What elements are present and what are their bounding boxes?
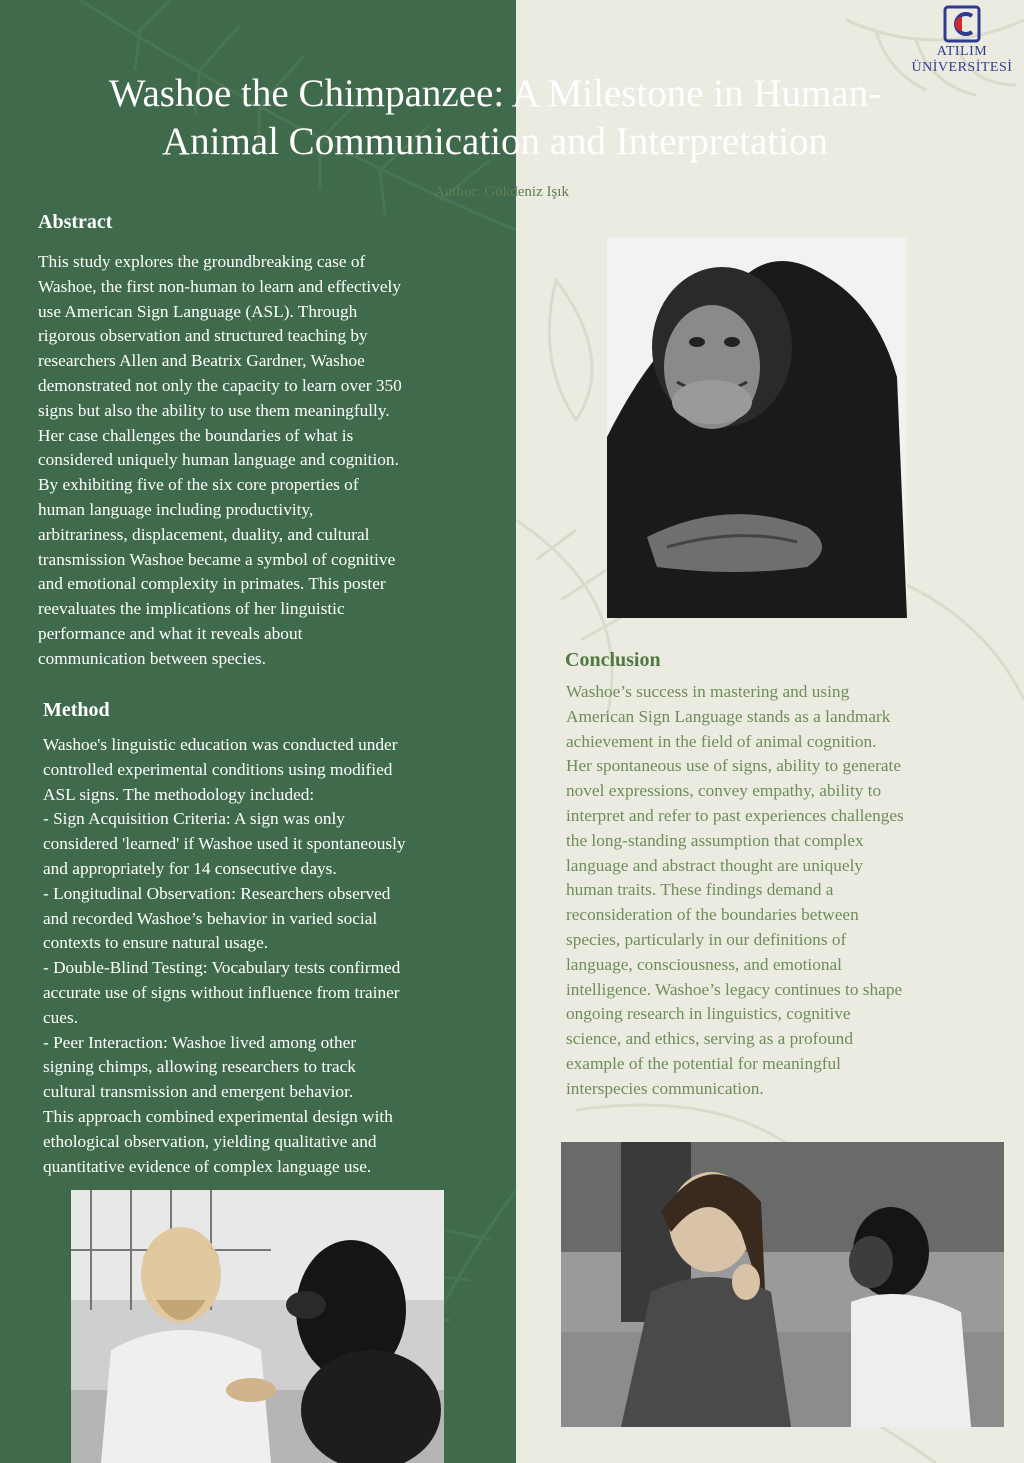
conclusion-line: language and abstract thought are uniquely bbox=[566, 855, 864, 875]
method-line: ASL signs. The methodology included: bbox=[43, 784, 315, 804]
abstract-line: considered uniquely human language and cognition. bbox=[38, 450, 399, 470]
woman-and-chimp-signing-icon bbox=[561, 1142, 1004, 1427]
method-line: - Longitudinal Observation: Researchers observed bbox=[43, 883, 391, 903]
method-line: This approach combined experimental design with bbox=[43, 1106, 393, 1126]
conclusion-line: species, particularly in our definitions of bbox=[566, 929, 847, 949]
conclusion-line: reconsideration of the boundaries between bbox=[566, 905, 859, 925]
abstract-line: arbitrariness, displacement, duality, and cultural bbox=[38, 524, 370, 544]
conclusion-line: intelligence. Washoe’s legacy continues to shape bbox=[566, 979, 903, 999]
method-line: quantitative evidence of complex language use. bbox=[43, 1156, 372, 1176]
abstract-line: Her case challenges the boundaries of what is bbox=[38, 425, 354, 445]
abstract-line: demonstrated not only the capacity to learn over 350 bbox=[38, 375, 402, 395]
abstract-line: performance and what it reveals about bbox=[38, 623, 303, 643]
title-line-1: Washoe the Chimpanzee: A Milestone in Human- bbox=[108, 72, 882, 115]
conclusion-line: human traits. These findings demand a bbox=[566, 880, 834, 900]
man-and-chimp-signing-icon bbox=[71, 1190, 444, 1463]
abstract-line: and emotional complexity in primates. This poster bbox=[38, 574, 386, 594]
conclusion-line: achievement in the field of animal cognition. bbox=[566, 731, 877, 751]
abstract-body bbox=[38, 250, 508, 672]
method-line: ethological observation, yielding qualitative and bbox=[43, 1131, 377, 1151]
conclusion-line: interpret and refer to past experiences challenges bbox=[566, 805, 904, 825]
logo-text-line1: ATILIM bbox=[936, 44, 988, 59]
abstract-line: communication between species. bbox=[38, 648, 266, 668]
method-line: cultural transmission and emergent behavior. bbox=[43, 1082, 354, 1102]
conclusion-line: Washoe’s success in mastering and using bbox=[566, 682, 850, 701]
conclusion-line: example of the potential for meaningful bbox=[566, 1053, 841, 1073]
method-line: - Double-Blind Testing: Vocabulary tests confirmed bbox=[43, 958, 401, 978]
conclusion-line: interspecies communication. bbox=[566, 1078, 764, 1098]
method-line: - Sign Acquisition Criteria: A sign was only bbox=[43, 809, 345, 829]
abstract-line: rigorous observation and structured teaching by bbox=[38, 326, 368, 346]
conclusion-heading: Conclusion bbox=[565, 649, 661, 671]
method-line: Washoe's linguistic education was conducted under bbox=[43, 735, 398, 754]
method-line: controlled experimental conditions using modified bbox=[43, 759, 393, 779]
method-line: and recorded Washoe’s behavior in varied social bbox=[43, 908, 378, 928]
method-line: considered 'learned' if Washoe used it spontaneously bbox=[43, 834, 406, 854]
conclusion-line: American Sign Language stands as a landmark bbox=[566, 706, 891, 726]
abstract-heading: Abstract bbox=[38, 211, 113, 233]
conclusion-line: science, and ethics, serving as a profound bbox=[566, 1029, 853, 1049]
abstract-line: researchers Allen and Beatrix Gardner, Washoe bbox=[38, 351, 365, 371]
conclusion-line: ongoing research in linguistics, cognitive bbox=[566, 1004, 851, 1024]
abstract-line: Washoe, the first non-human to learn and effectively bbox=[38, 276, 401, 296]
abstract-line: use American Sign Language (ASL). Through bbox=[38, 301, 358, 321]
chimpanzee-portrait-icon bbox=[607, 237, 907, 618]
method-line: accurate use of signs without influence from trainer bbox=[43, 982, 400, 1002]
chimpanzee-portrait-photo bbox=[607, 237, 907, 618]
author-line: Author: Gökdeniz Işık bbox=[434, 184, 569, 200]
logo-text-line2: ÜNİVERSİTESİ bbox=[911, 60, 1013, 75]
woman-signing-with-chimp-photo bbox=[561, 1142, 1004, 1427]
abstract-line: transmission Washoe became a symbol of cognitive bbox=[38, 549, 396, 569]
conclusion-line: Her spontaneous use of signs, ability to generate bbox=[566, 756, 901, 776]
title-line-2: Animal Communication and Interpretation bbox=[161, 120, 829, 163]
abstract-line: signs but also the ability to use them meaningfully. bbox=[38, 400, 390, 420]
method-line: signing chimps, allowing researchers to track bbox=[43, 1057, 356, 1077]
poster-title bbox=[0, 70, 990, 166]
method-line: contexts to ensure natural usage. bbox=[43, 933, 269, 953]
conclusion-line: the long-standing assumption that complex bbox=[566, 830, 864, 850]
researcher-with-chimp-photo bbox=[71, 1190, 444, 1463]
abstract-line: human language including productivity, bbox=[38, 499, 314, 519]
abstract-line: reevaluates the implications of her linguistic bbox=[38, 599, 345, 619]
conclusion-line: language, consciousness, and emotional bbox=[566, 954, 842, 974]
conclusion-line: novel expressions, convey empathy, ability to bbox=[566, 781, 882, 801]
method-line: and appropriately for 14 consecutive days. bbox=[43, 858, 337, 878]
method-heading: Method bbox=[43, 699, 110, 721]
method-line: cues. bbox=[43, 1007, 79, 1027]
conclusion-body bbox=[566, 680, 1006, 1102]
method-body bbox=[43, 733, 513, 1179]
university-logo-icon bbox=[942, 4, 982, 44]
abstract-line: This study explores the groundbreaking case of bbox=[38, 252, 366, 271]
method-line: - Peer Interaction: Washoe lived among other bbox=[43, 1032, 357, 1052]
abstract-line: By exhibiting five of the six core properties of bbox=[38, 475, 359, 495]
